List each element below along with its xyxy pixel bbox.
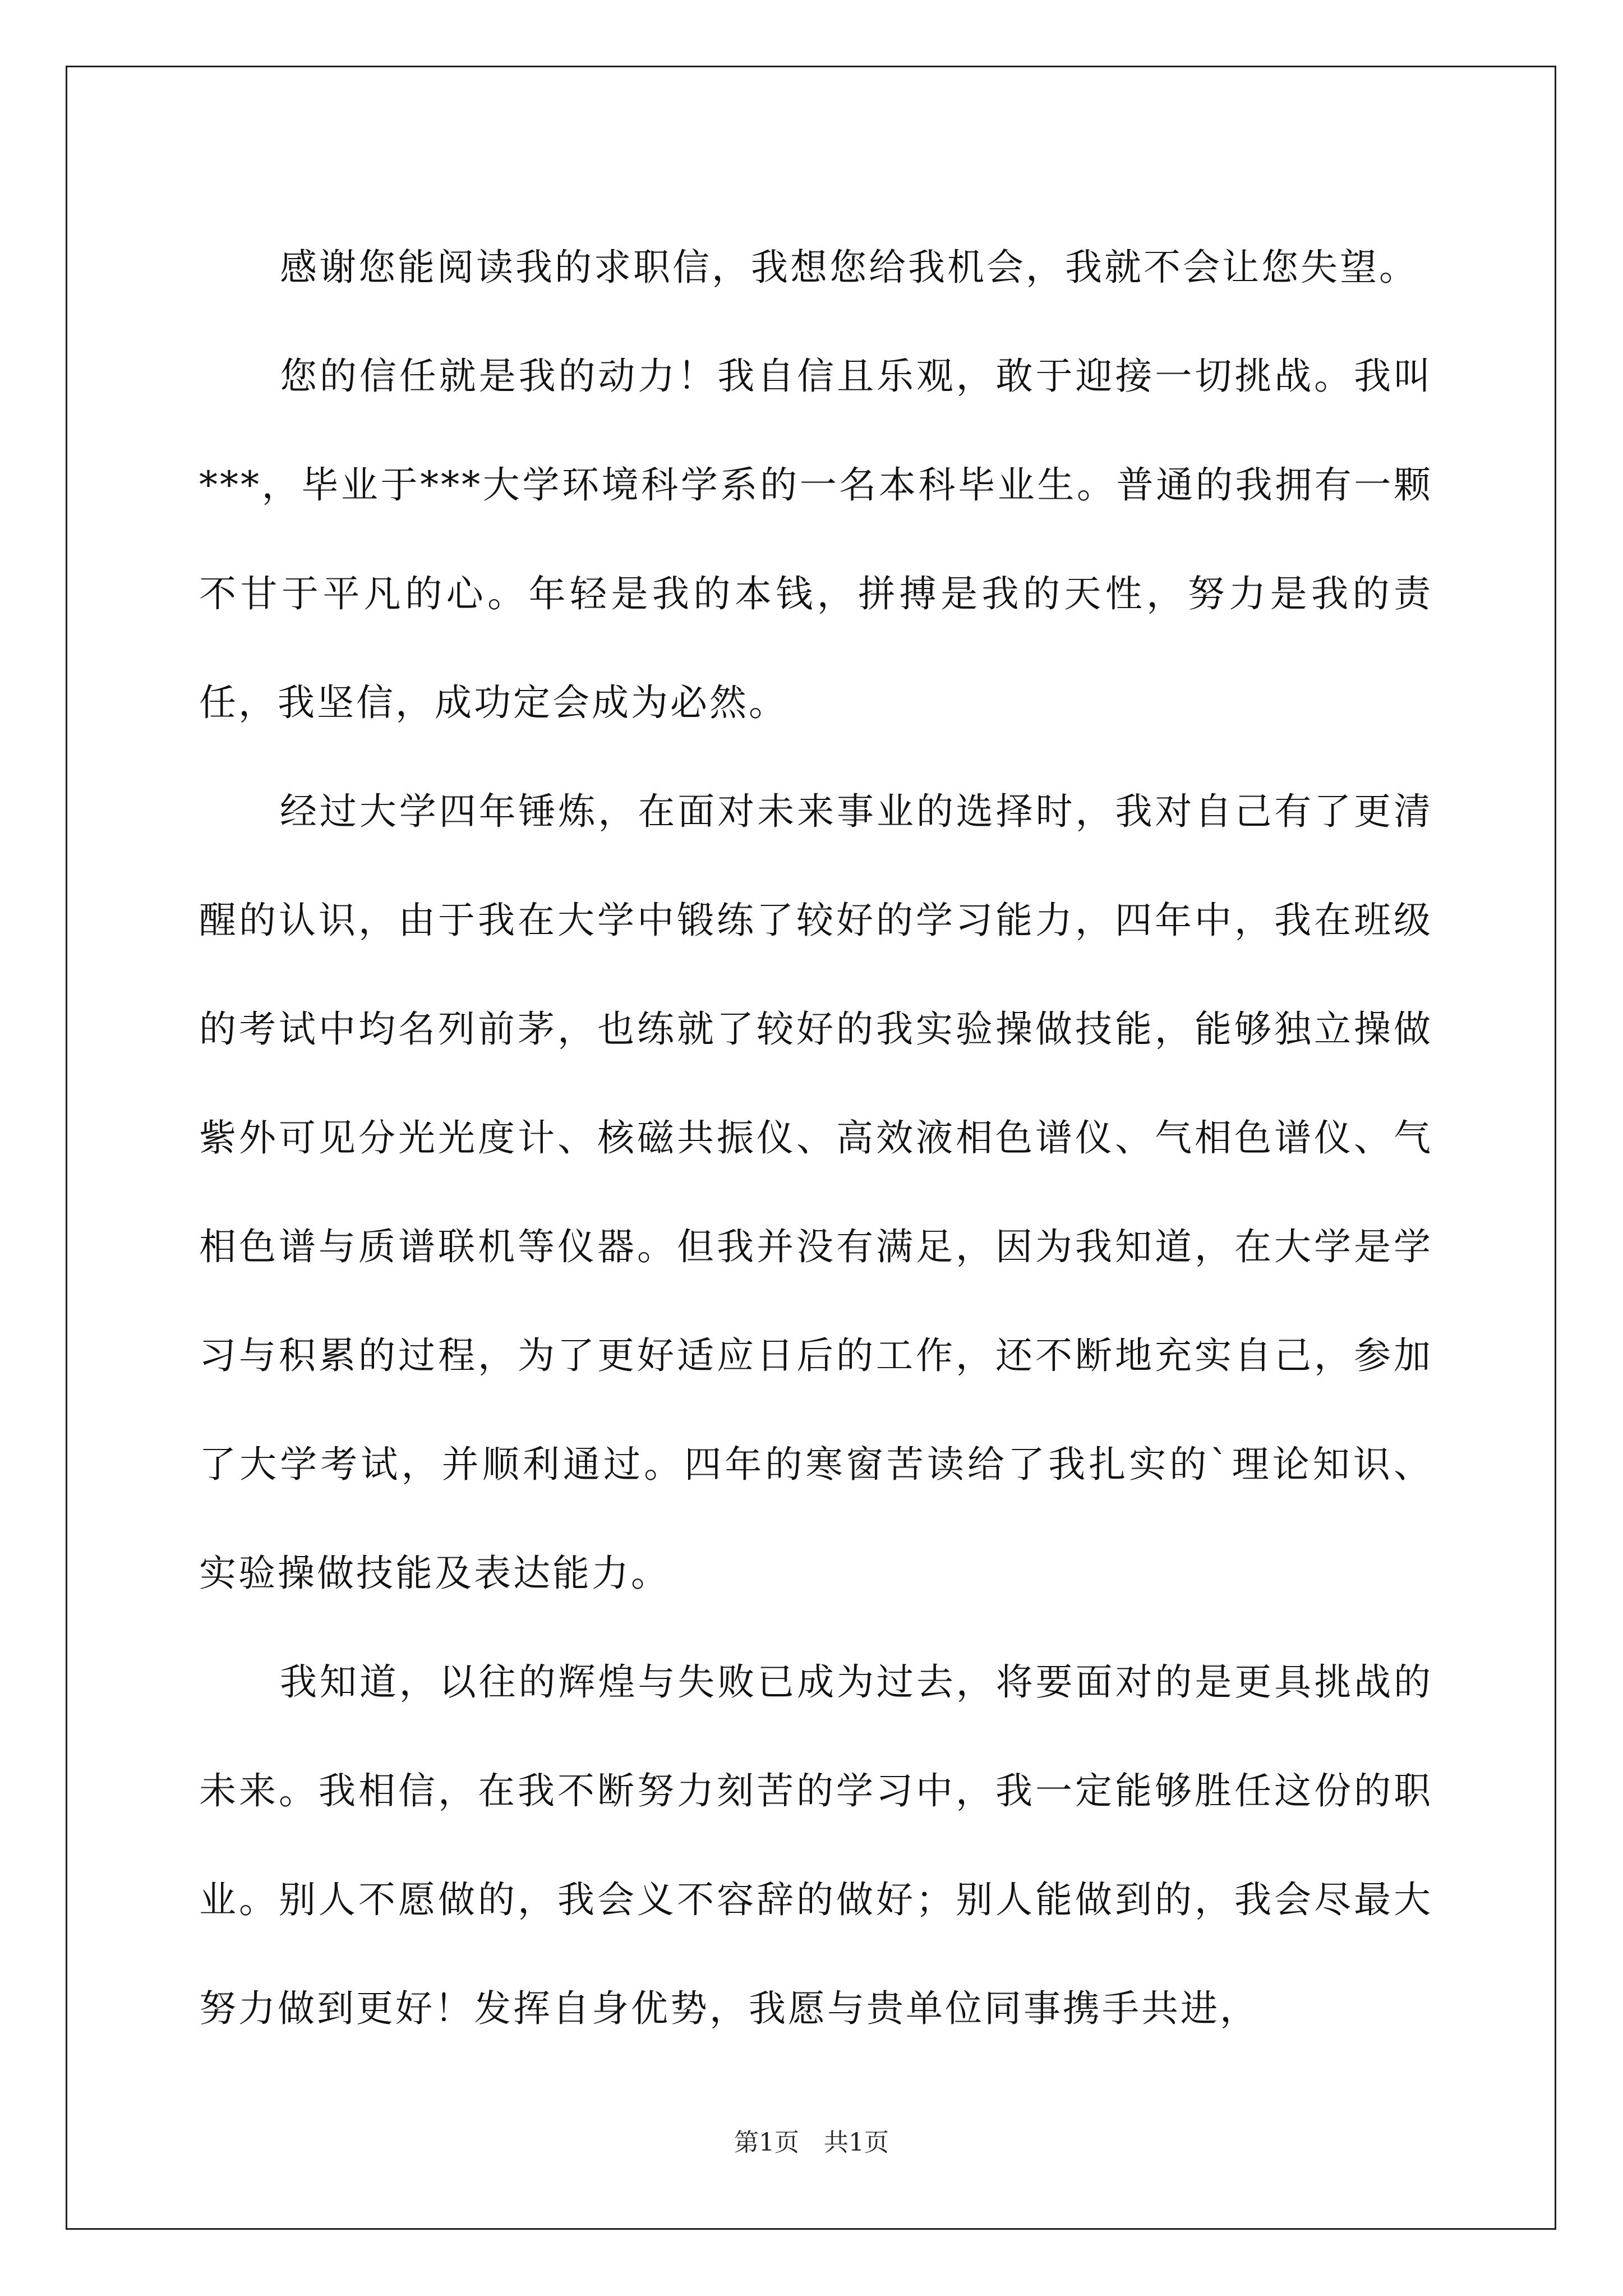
paragraph-1: 感谢您能阅读我的求职信，我想您给我机会，我就不会让您失望。: [280, 246, 1418, 289]
paragraph-4: 我知道，以往的辉煌与失败已成为过去，将要面对的是更具挑战的未来。我相信，在我不断努力刻苦的学习中，我一定能够胜任这份的职业。别人不愿做的，我会义不容辞的做好；别人能做到的，我会尽最大努力做到更好！发挥自身优势，我愿与贵单位同事携手共进，: [199, 1660, 1433, 2030]
page-total: 共1页: [824, 2128, 889, 2157]
page-number: 第1页: [734, 2128, 799, 2157]
letter-body: [199, 213, 1433, 2063]
page-footer: [0, 2126, 1623, 2160]
paragraph-2: 您的信任就是我的动力！我自信且乐观，敢于迎接一切挑战。我叫***，毕业于***大学环境科学系的一名本科毕业生。普通的我拥有一颗不甘于平凡的心。年轻是我的本钱，拼搏是我的天性，努力是我的责任，我坚信，成功定会成为必然。: [199, 355, 1433, 724]
paragraph-3: 经过大学四年锤炼，在面对未来事业的选择时，我对自己有了更清醒的认识，由于我在大学中锻练了较好的学习能力，四年中，我在班级的考试中均名列前茅，也练就了较好的我实验操做技能，能够独立操做紫外可见分光光度计、核磁共振仪、高效液相色谱仪、气相色谱仪、气相色谱与质谱联机等仪器。但我并没有满足，因为我知道，在大学是学习与积累的过程，为了更好适应日后的工作，还不断地充实自己，参加了大学考试，并顺利通过。四年的寒窗苦读给了我扎实的`理论知识、实验操做技能及表达能力。: [199, 790, 1433, 1595]
